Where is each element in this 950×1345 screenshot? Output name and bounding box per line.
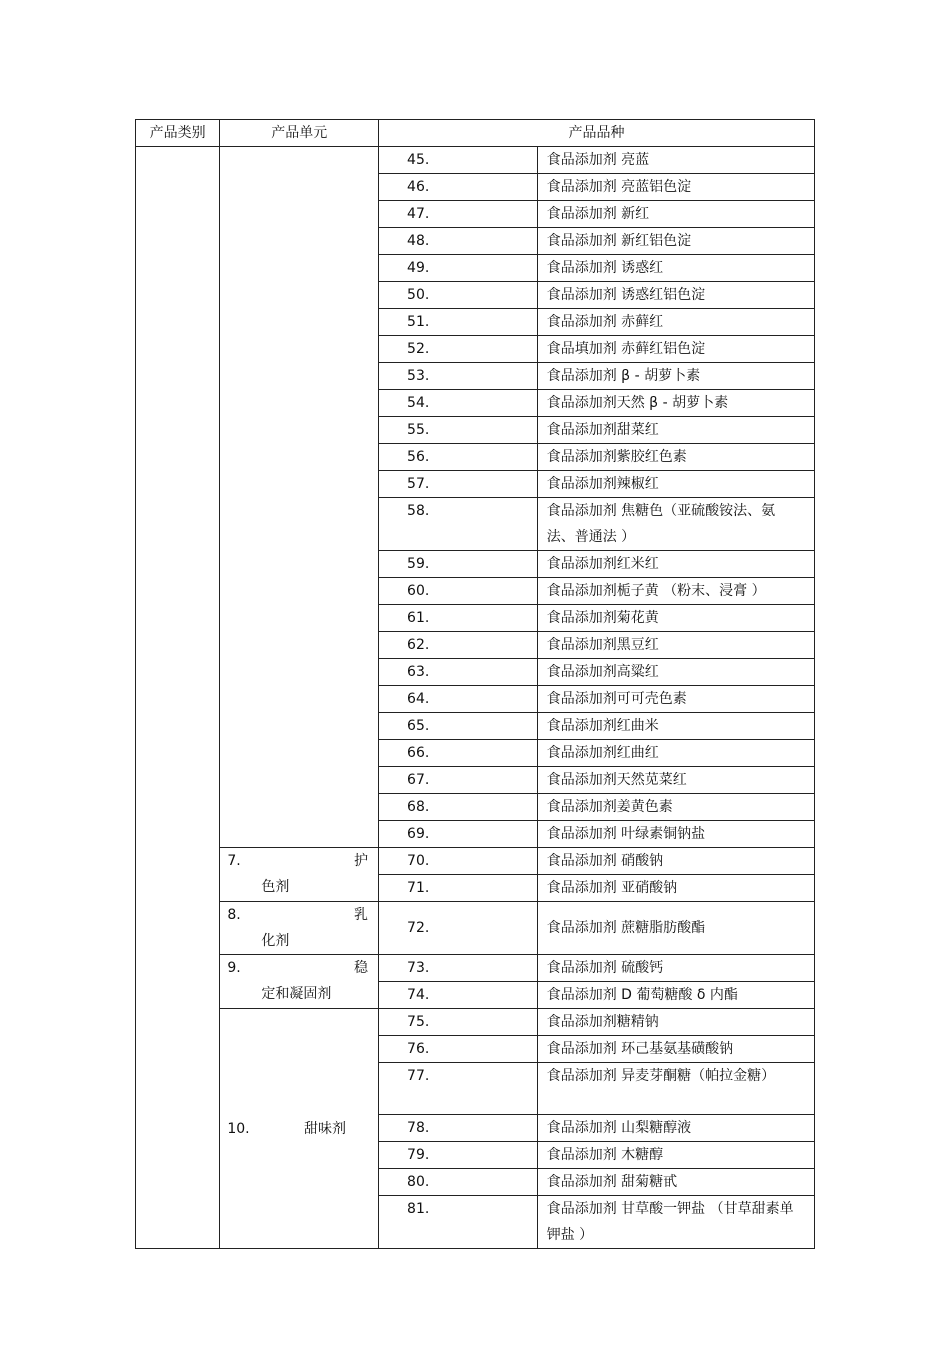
unit-cell-u7 [220,848,379,902]
variety-name: 食品添加剂红曲红 [537,740,814,767]
variety-number: 70. [379,848,538,875]
header-category: 产品类别 [136,120,220,147]
variety-number: 67. [379,767,538,794]
unit-label-rest: 色剂 [261,879,290,895]
unit-cell-empty [220,147,379,848]
table-row [136,147,815,174]
header-row [136,120,815,147]
variety-name: 食品添加剂 新红铝色淀 [537,228,814,255]
unit-label-rest: 化剂 [261,933,290,949]
variety-number: 51. [379,309,538,336]
variety-number: 81. [379,1196,538,1249]
unit-cell-u10 [220,1009,379,1249]
variety-name: 食品添加剂 叶绿素铜钠盐 [537,821,814,848]
variety-name: 食品添加剂菊花黄 [537,605,814,632]
variety-number: 48. [379,228,538,255]
variety-name: 食品添加剂 D 葡萄糖酸 δ 内酯 [537,982,814,1009]
variety-name: 食品添加剂天然 β - 胡萝卜素 [537,390,814,417]
variety-number: 69. [379,821,538,848]
variety-name: 食品添加剂 β - 胡萝卜素 [537,363,814,390]
variety-number: 71. [379,875,538,902]
variety-number: 63. [379,659,538,686]
variety-name: 食品添加剂 新红 [537,201,814,228]
variety-name: 食品添加剂 亚硝酸钠 [537,875,814,902]
variety-number: 64. [379,686,538,713]
variety-number: 80. [379,1169,538,1196]
variety-name: 食品添加剂 亮蓝 [537,147,814,174]
variety-name: 食品添加剂糖精钠 [537,1009,814,1036]
variety-number: 46. [379,174,538,201]
unit-label-first-char: 稳 [354,960,369,976]
table-row [136,1009,815,1036]
table-row [136,848,815,875]
variety-name: 食品添加剂红曲米 [537,713,814,740]
unit-label-first-char: 乳 [354,907,369,923]
variety-number: 73. [379,955,538,982]
variety-number: 50. [379,282,538,309]
variety-name: 食品添加剂 硝酸钠 [537,848,814,875]
product-table [135,119,815,1249]
variety-number: 58. [379,498,538,551]
variety-name: 食品添加剂 异麦芽酮糖（帕拉金糖） [537,1063,814,1115]
variety-number: 55. [379,417,538,444]
variety-name: 食品添加剂天然苋菜红 [537,767,814,794]
variety-number: 56. [379,444,538,471]
variety-number: 54. [379,390,538,417]
variety-name: 食品添加剂 赤藓红 [537,309,814,336]
unit-cell-u8 [220,902,379,955]
variety-number: 79. [379,1142,538,1169]
variety-number: 61. [379,605,538,632]
unit-label-rest: 定和凝固剂 [261,986,332,1002]
unit-number: 8. [227,907,241,923]
variety-name: 食品添加剂 山梨糖醇液 [537,1115,814,1142]
variety-name: 食品添加剂 环己基氨基磺酸钠 [537,1036,814,1063]
variety-number: 53. [379,363,538,390]
variety-number: 49. [379,255,538,282]
variety-number: 47. [379,201,538,228]
unit-number: 9. [227,960,241,976]
variety-name: 食品添加剂 甘草酸一钾盐 （甘草甜素单钾盐 ） [537,1196,814,1249]
variety-number: 45. [379,147,538,174]
variety-name: 食品添加剂 硫酸钙 [537,955,814,982]
variety-number: 59. [379,551,538,578]
unit-label-first-char: 护 [354,853,369,869]
variety-name: 食品添加剂黑豆红 [537,632,814,659]
variety-number: 52. [379,336,538,363]
category-cell [136,147,220,1249]
variety-number: 68. [379,794,538,821]
variety-number: 62. [379,632,538,659]
variety-name: 食品添加剂可可壳色素 [537,686,814,713]
variety-name: 食品添加剂红米红 [537,551,814,578]
variety-number: 72. [379,902,538,955]
variety-number: 66. [379,740,538,767]
variety-number: 60. [379,578,538,605]
unit-cell-u9 [220,955,379,1009]
variety-name: 食品添加剂姜黄色素 [537,794,814,821]
variety-name: 食品添加剂 甜菊糖甙 [537,1169,814,1196]
variety-number: 74. [379,982,538,1009]
header-variety: 产品品种 [379,120,815,147]
variety-name: 食品添加剂 亮蓝铝色淀 [537,174,814,201]
variety-name: 食品添加剂紫胶红色素 [537,444,814,471]
table-row [136,902,815,955]
variety-number: 76. [379,1036,538,1063]
table-row [136,955,815,982]
unit-number: 7. [227,853,241,869]
variety-name: 食品添加剂 诱惑红铝色淀 [537,282,814,309]
variety-number: 78. [379,1115,538,1142]
variety-name: 食品添加剂栀子黄 （粉末、浸膏 ） [537,578,814,605]
unit-number: 10. [227,1120,250,1137]
header-unit: 产品单元 [220,120,379,147]
variety-name: 食品添加剂 诱惑红 [537,255,814,282]
variety-number: 77. [379,1063,538,1115]
variety-name: 食品添加剂辣椒红 [537,471,814,498]
variety-name: 食品添加剂 木糖醇 [537,1142,814,1169]
variety-name: 食品添加剂 蔗糖脂肪酸酯 [537,902,814,955]
variety-number: 65. [379,713,538,740]
variety-name: 食品添加剂甜菜红 [537,417,814,444]
variety-number: 75. [379,1009,538,1036]
variety-number: 57. [379,471,538,498]
variety-name: 食品添加剂高粱红 [537,659,814,686]
variety-name: 食品添加剂 焦糖色（亚硫酸铵法、氨法、普通法 ） [537,498,814,551]
unit-label: 甜味剂 [304,1120,347,1137]
variety-name: 食品填加剂 赤藓红铝色淀 [537,336,814,363]
